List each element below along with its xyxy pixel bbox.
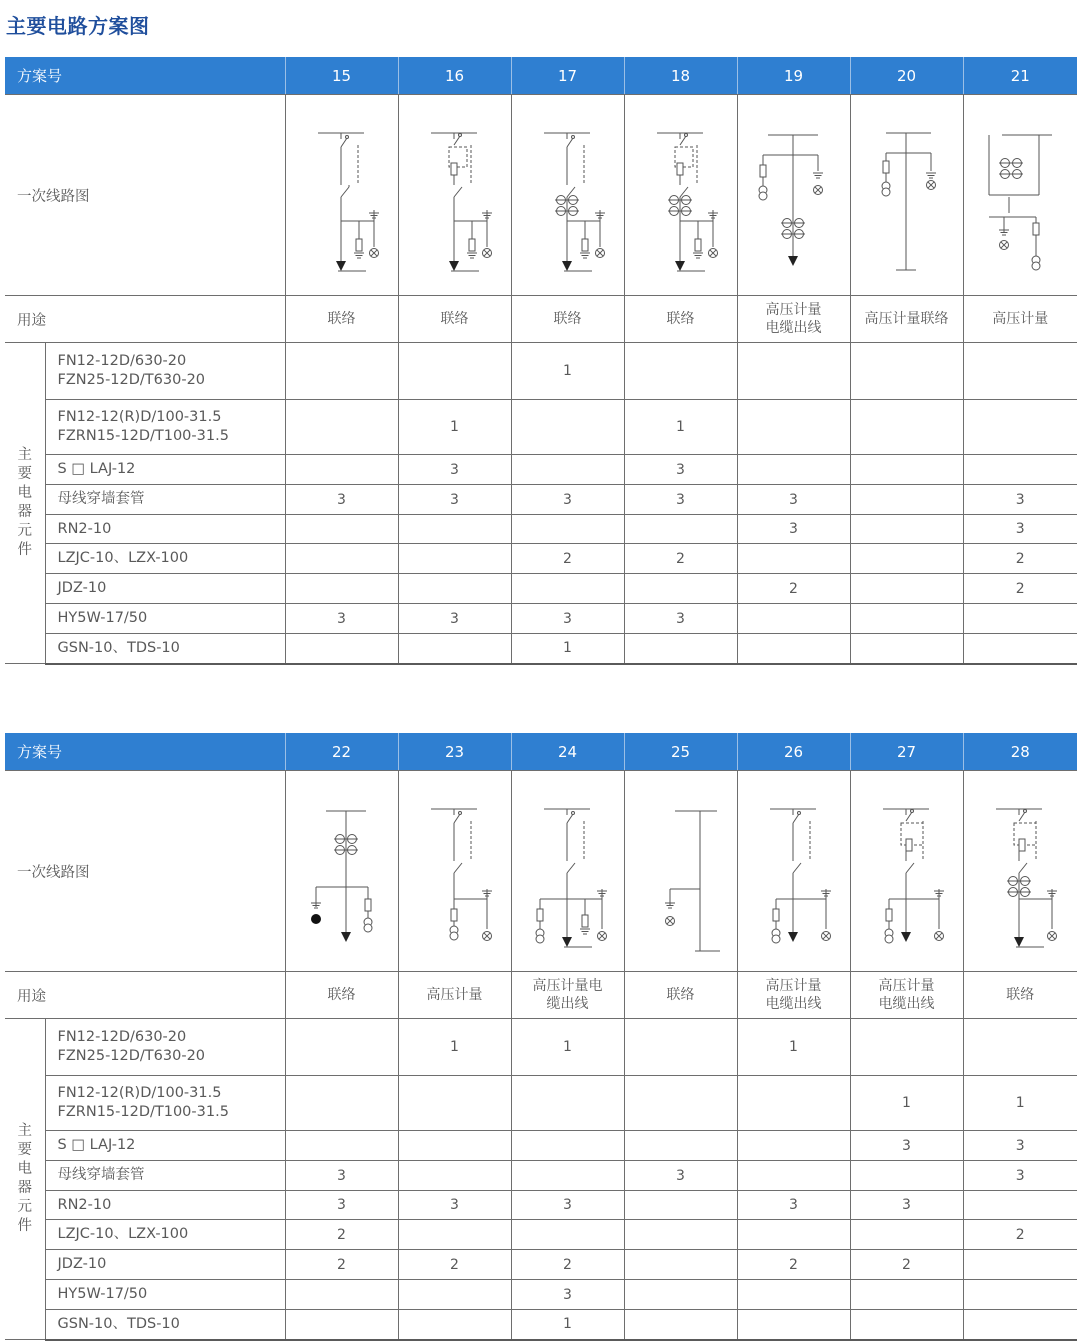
quantity-cell — [624, 515, 737, 544]
quantity-cell: 1 — [511, 1310, 624, 1340]
circuit-diagram — [511, 771, 624, 972]
quantity-cell — [285, 1131, 398, 1161]
component-name — [45, 1076, 285, 1131]
quantity-cell — [285, 1076, 398, 1131]
quantity-cell — [737, 1220, 850, 1250]
quantity-cell — [850, 455, 963, 485]
quantity-cell — [963, 604, 1077, 634]
component-model: FZRN15-12D/T100-31.5 — [57, 428, 229, 444]
component-model: GSN-10、TDS-10 — [57, 639, 180, 656]
quantity-cell — [285, 574, 398, 604]
quantity-cell — [850, 1280, 963, 1310]
quantity-cell — [398, 1161, 511, 1191]
component-model: HY5W-17/50 — [57, 1286, 148, 1302]
component-model: 母线穿墙套管 — [57, 491, 145, 507]
purpose-text: 电缆出线 — [765, 320, 822, 336]
main-components-label — [5, 1019, 45, 1340]
component-model: RN2-10 — [57, 520, 112, 537]
main-components-char: 电 — [17, 1161, 32, 1177]
main-components-label — [5, 343, 45, 664]
scheme-number: 23 — [398, 733, 511, 771]
component-name — [45, 634, 285, 664]
quantity-cell — [398, 1220, 511, 1250]
quantity-cell — [398, 574, 511, 604]
quantity-cell — [624, 634, 737, 664]
scheme-number: 15 — [285, 57, 398, 95]
component-name — [45, 1161, 285, 1191]
circuit-diagram — [624, 771, 737, 972]
component-name — [45, 485, 285, 515]
quantity-cell: 3 — [398, 1191, 511, 1220]
quantity-cell: 3 — [737, 485, 850, 515]
quantity-cell: 1 — [398, 1019, 511, 1076]
page-title: 主要电路方案图 — [6, 14, 150, 38]
scheme-number: 24 — [511, 733, 624, 771]
component-name — [45, 1131, 285, 1161]
component-model: FN12-12D/630-20 — [57, 1029, 187, 1045]
quantity-cell: 3 — [624, 604, 737, 634]
component-name — [45, 1191, 285, 1220]
component-model: 母线穿墙套管 — [57, 1167, 145, 1183]
purpose-text: 联络 — [440, 311, 469, 327]
quantity-cell — [398, 634, 511, 664]
circuit-diagram-svg — [296, 105, 388, 285]
quantity-cell: 1 — [963, 1076, 1077, 1131]
component-name — [45, 544, 285, 574]
quantity-cell — [511, 1131, 624, 1161]
scheme-table-2 — [5, 733, 1077, 1341]
circuit-diagram-svg — [974, 105, 1066, 285]
quantity-cell — [624, 1019, 737, 1076]
component-name — [45, 1310, 285, 1340]
purpose-cell — [398, 296, 511, 343]
quantity-cell: 2 — [398, 1250, 511, 1280]
quantity-cell: 3 — [511, 1191, 624, 1220]
component-model: FZN25-12D/T630-20 — [57, 1048, 206, 1064]
purpose-cell — [624, 296, 737, 343]
quantity-cell: 3 — [963, 515, 1077, 544]
scheme-number: 21 — [963, 57, 1077, 95]
main-components-char: 主 — [17, 1123, 32, 1139]
quantity-cell: 1 — [511, 343, 624, 400]
quantity-cell — [398, 1131, 511, 1161]
quantity-cell: 3 — [511, 485, 624, 515]
component-name — [45, 1019, 285, 1076]
circuit-diagram — [963, 771, 1077, 972]
purpose-text: 高压计量 — [426, 987, 483, 1003]
circuit-diagram — [963, 95, 1077, 296]
purpose-text: 电缆出线 — [878, 996, 935, 1012]
purpose-cell — [285, 972, 398, 1019]
main-components-char: 件 — [17, 542, 32, 558]
circuit-diagram-svg — [522, 105, 614, 285]
quantity-cell — [737, 1280, 850, 1310]
quantity-cell: 3 — [624, 485, 737, 515]
quantity-cell: 3 — [963, 1131, 1077, 1161]
purpose-text: 电缆出线 — [765, 996, 822, 1012]
circuit-diagram-svg — [635, 781, 727, 961]
component-name — [45, 1250, 285, 1280]
quantity-cell — [624, 1191, 737, 1220]
quantity-cell: 1 — [511, 634, 624, 664]
component-model: FZRN15-12D/T100-31.5 — [57, 1104, 229, 1120]
quantity-cell — [511, 400, 624, 455]
quantity-cell — [737, 634, 850, 664]
quantity-cell — [624, 1076, 737, 1131]
scheme-number: 27 — [850, 733, 963, 771]
quantity-cell — [624, 1310, 737, 1340]
circuit-diagram — [398, 771, 511, 972]
quantity-cell — [511, 515, 624, 544]
main-components-char: 元 — [17, 523, 32, 539]
purpose-text: 高压计量电 — [532, 978, 603, 994]
circuit-diagram — [850, 95, 963, 296]
quantity-cell — [963, 1280, 1077, 1310]
purpose-text: 高压计量 — [992, 311, 1049, 327]
circuit-diagram — [511, 95, 624, 296]
quantity-cell — [624, 1131, 737, 1161]
scheme-number: 19 — [737, 57, 850, 95]
quantity-cell — [285, 1019, 398, 1076]
circuit-diagram — [285, 95, 398, 296]
quantity-cell — [963, 400, 1077, 455]
quantity-cell — [398, 1310, 511, 1340]
circuit-diagram — [398, 95, 511, 296]
quantity-cell — [624, 574, 737, 604]
quantity-cell — [398, 343, 511, 400]
component-model: JDZ-10 — [57, 1256, 107, 1272]
quantity-cell — [398, 515, 511, 544]
quantity-cell: 3 — [285, 485, 398, 515]
circuit-diagram-svg — [409, 781, 501, 961]
quantity-cell: 2 — [624, 544, 737, 574]
purpose-text: 联络 — [1006, 987, 1035, 1003]
component-model: FN12-12(R)D/100-31.5 — [57, 409, 222, 425]
quantity-cell — [963, 1019, 1077, 1076]
quantity-cell: 2 — [963, 1220, 1077, 1250]
component-model: FZN25-12D/T630-20 — [57, 372, 206, 388]
circuit-diagram-svg — [748, 105, 840, 285]
quantity-cell: 3 — [737, 515, 850, 544]
quantity-cell: 3 — [737, 1191, 850, 1220]
component-name — [45, 455, 285, 485]
primary-diagram-label: 一次线路图 — [5, 95, 285, 296]
scheme-no-label: 方案号 — [5, 57, 285, 95]
purpose-cell — [737, 972, 850, 1019]
purpose-cell — [511, 972, 624, 1019]
quantity-cell: 3 — [511, 1280, 624, 1310]
main-components-char: 元 — [17, 1199, 32, 1215]
main-components-char: 电 — [17, 485, 32, 501]
purpose-text: 缆出线 — [546, 996, 589, 1012]
quantity-cell — [398, 1280, 511, 1310]
quantity-cell — [285, 343, 398, 400]
component-model: GSN-10、TDS-10 — [57, 1315, 180, 1332]
purpose-label: 用途 — [5, 972, 285, 1019]
quantity-cell: 2 — [850, 1250, 963, 1280]
quantity-cell — [963, 1191, 1077, 1220]
circuit-diagram-svg — [974, 781, 1066, 961]
quantity-cell — [737, 1161, 850, 1191]
quantity-cell — [963, 343, 1077, 400]
quantity-cell — [963, 1310, 1077, 1340]
circuit-diagram — [737, 95, 850, 296]
component-model: RN2-10 — [57, 1196, 112, 1213]
quantity-cell — [963, 1250, 1077, 1280]
quantity-cell — [737, 343, 850, 400]
quantity-cell — [737, 604, 850, 634]
quantity-cell — [850, 1161, 963, 1191]
purpose-text: 高压计量 — [765, 978, 822, 994]
quantity-cell: 2 — [511, 1250, 624, 1280]
quantity-cell: 3 — [963, 1161, 1077, 1191]
quantity-cell — [963, 634, 1077, 664]
quantity-cell — [850, 515, 963, 544]
scheme-number: 26 — [737, 733, 850, 771]
quantity-cell — [511, 1076, 624, 1131]
quantity-cell — [624, 1280, 737, 1310]
quantity-cell — [511, 574, 624, 604]
quantity-cell: 1 — [737, 1019, 850, 1076]
scheme-number: 18 — [624, 57, 737, 95]
quantity-cell: 3 — [285, 604, 398, 634]
purpose-text: 联络 — [327, 987, 356, 1003]
main-components-char: 主 — [17, 447, 32, 463]
quantity-cell — [398, 544, 511, 574]
quantity-cell — [285, 455, 398, 485]
quantity-cell — [737, 1131, 850, 1161]
component-model: S □ LAJ-12 — [57, 1137, 136, 1153]
main-components-char: 器 — [17, 1180, 32, 1196]
quantity-cell — [850, 1310, 963, 1340]
quantity-cell: 3 — [850, 1131, 963, 1161]
quantity-cell: 3 — [398, 604, 511, 634]
quantity-cell: 3 — [963, 485, 1077, 515]
purpose-cell — [850, 972, 963, 1019]
quantity-cell — [737, 1310, 850, 1340]
circuit-diagram-svg — [748, 781, 840, 961]
main-components-char: 要 — [17, 1142, 32, 1158]
primary-diagram-label: 一次线路图 — [5, 771, 285, 972]
purpose-cell — [398, 972, 511, 1019]
quantity-cell — [511, 1161, 624, 1191]
purpose-cell — [285, 296, 398, 343]
component-model: LZJC-10、LZX-100 — [57, 550, 189, 566]
quantity-cell — [511, 1220, 624, 1250]
scheme-no-label: 方案号 — [5, 733, 285, 771]
purpose-text: 高压计量 — [878, 978, 935, 994]
quantity-cell — [624, 1220, 737, 1250]
scheme-number: 17 — [511, 57, 624, 95]
scheme-number: 28 — [963, 733, 1077, 771]
purpose-cell — [511, 296, 624, 343]
quantity-cell — [850, 604, 963, 634]
quantity-cell — [285, 1280, 398, 1310]
quantity-cell — [737, 544, 850, 574]
quantity-cell — [963, 455, 1077, 485]
quantity-cell — [285, 515, 398, 544]
component-name — [45, 515, 285, 544]
circuit-diagram — [737, 771, 850, 972]
quantity-cell: 1 — [624, 400, 737, 455]
quantity-cell — [285, 1310, 398, 1340]
quantity-cell: 3 — [285, 1161, 398, 1191]
quantity-cell — [624, 1250, 737, 1280]
quantity-cell — [398, 1076, 511, 1131]
quantity-cell: 1 — [850, 1076, 963, 1131]
circuit-diagram-svg — [635, 105, 727, 285]
quantity-cell: 2 — [285, 1250, 398, 1280]
purpose-cell — [963, 296, 1077, 343]
quantity-cell: 3 — [398, 485, 511, 515]
component-name — [45, 1280, 285, 1310]
component-name — [45, 343, 285, 400]
quantity-cell — [850, 544, 963, 574]
quantity-cell: 3 — [398, 455, 511, 485]
circuit-diagram-svg — [861, 781, 953, 961]
quantity-cell: 1 — [398, 400, 511, 455]
quantity-cell — [850, 634, 963, 664]
purpose-text: 高压计量 — [765, 302, 822, 318]
circuit-diagram-svg — [409, 105, 501, 285]
quantity-cell: 3 — [850, 1191, 963, 1220]
purpose-text: 联络 — [327, 311, 356, 327]
quantity-cell: 3 — [624, 455, 737, 485]
scheme-number: 20 — [850, 57, 963, 95]
quantity-cell — [737, 1076, 850, 1131]
quantity-cell — [624, 343, 737, 400]
circuit-diagram-svg — [296, 781, 388, 961]
quantity-cell: 2 — [737, 1250, 850, 1280]
circuit-diagram — [850, 771, 963, 972]
scheme-table-1 — [5, 57, 1077, 665]
component-name — [45, 400, 285, 455]
circuit-diagram — [285, 771, 398, 972]
quantity-cell — [850, 1220, 963, 1250]
quantity-cell: 2 — [963, 574, 1077, 604]
scheme-number: 22 — [285, 733, 398, 771]
purpose-cell — [850, 296, 963, 343]
purpose-cell — [624, 972, 737, 1019]
component-model: FN12-12(R)D/100-31.5 — [57, 1085, 222, 1101]
purpose-text: 联络 — [553, 311, 582, 327]
quantity-cell — [285, 400, 398, 455]
main-components-char: 要 — [17, 466, 32, 482]
purpose-label: 用途 — [5, 296, 285, 343]
component-model: JDZ-10 — [57, 580, 107, 596]
quantity-cell: 3 — [511, 604, 624, 634]
component-model: HY5W-17/50 — [57, 610, 148, 626]
main-components-char: 件 — [17, 1218, 32, 1234]
quantity-cell — [737, 400, 850, 455]
quantity-cell — [285, 634, 398, 664]
component-model: LZJC-10、LZX-100 — [57, 1226, 189, 1242]
purpose-text: 高压计量联络 — [864, 311, 949, 327]
quantity-cell — [850, 485, 963, 515]
quantity-cell: 2 — [511, 544, 624, 574]
circuit-diagram-svg — [522, 781, 614, 961]
scheme-number: 16 — [398, 57, 511, 95]
purpose-cell — [737, 296, 850, 343]
quantity-cell — [850, 343, 963, 400]
quantity-cell — [850, 1019, 963, 1076]
quantity-cell — [850, 400, 963, 455]
circuit-diagram — [624, 95, 737, 296]
quantity-cell: 2 — [285, 1220, 398, 1250]
quantity-cell: 3 — [285, 1191, 398, 1220]
quantity-cell: 2 — [737, 574, 850, 604]
quantity-cell — [850, 574, 963, 604]
component-name — [45, 574, 285, 604]
quantity-cell: 3 — [624, 1161, 737, 1191]
main-components-char: 器 — [17, 504, 32, 520]
scheme-number: 25 — [624, 733, 737, 771]
purpose-text: 联络 — [666, 987, 695, 1003]
quantity-cell: 1 — [511, 1019, 624, 1076]
quantity-cell: 2 — [963, 544, 1077, 574]
quantity-cell — [285, 544, 398, 574]
circuit-diagram-svg — [861, 105, 953, 285]
purpose-text: 联络 — [666, 311, 695, 327]
component-name — [45, 1220, 285, 1250]
component-model: FN12-12D/630-20 — [57, 353, 187, 369]
purpose-cell — [963, 972, 1077, 1019]
quantity-cell — [737, 455, 850, 485]
component-name — [45, 604, 285, 634]
component-model: S □ LAJ-12 — [57, 461, 136, 477]
quantity-cell — [511, 455, 624, 485]
